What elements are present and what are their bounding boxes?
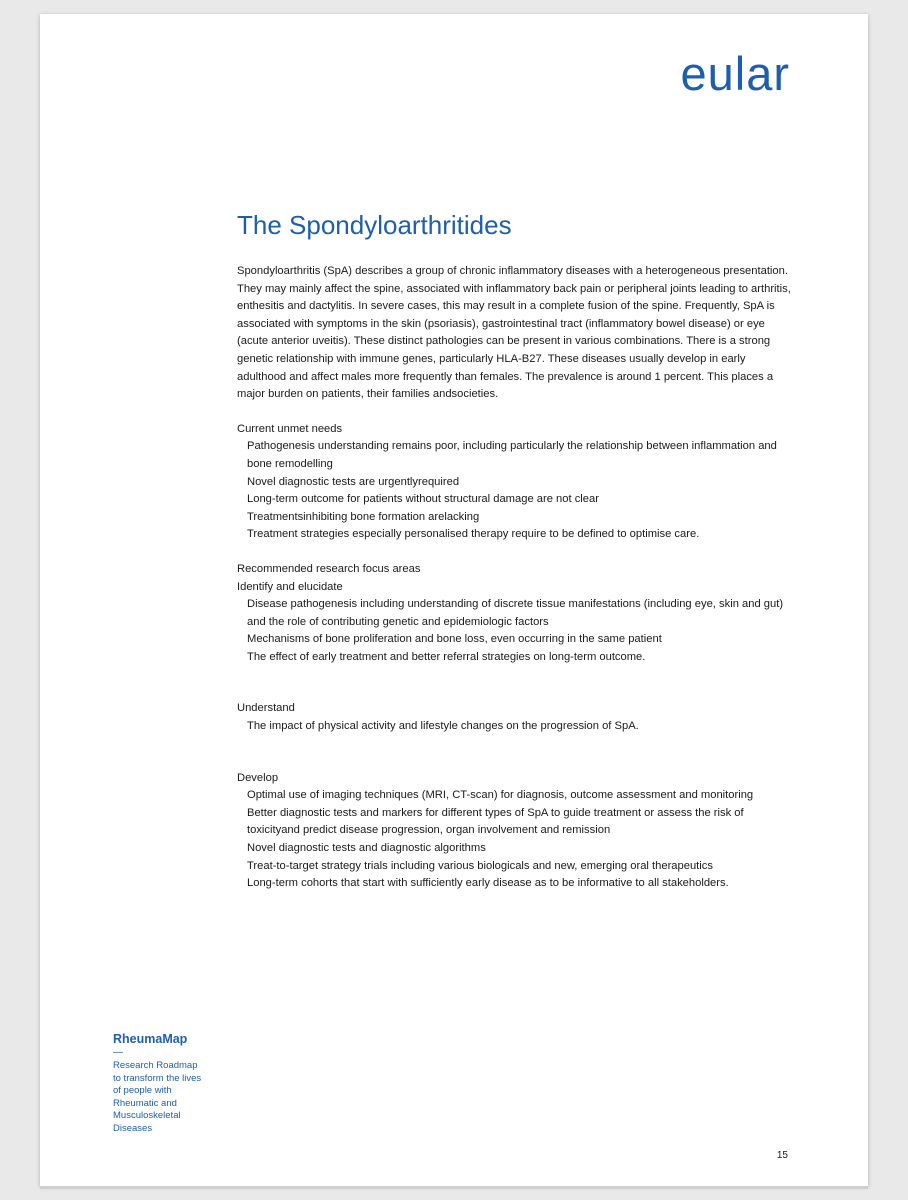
- list-item: Disease pathogenesis including understanding of discrete tissue manifestations (including eye, skin and gut) and the role of contributing genetic and epidemiologic factors: [247, 598, 784, 628]
- list-item: The impact of physical activity and lifestyle changes on the progression of SpA.: [247, 720, 639, 733]
- identify-list: [237, 596, 797, 666]
- develop-list: [237, 787, 797, 893]
- unmet-needs-list: [237, 438, 797, 544]
- rheumamap-tagline: Research Roadmap to transform the lives of people with Rheumatic and Musculoskeletal Diseases: [113, 1060, 202, 1134]
- list-item: Optimal use of imaging techniques (MRI, CT-scan) for diagnosis, outcome assessment and monitoring: [247, 789, 754, 802]
- list-item: Novel diagnostic tests and diagnostic algorithms: [247, 842, 486, 855]
- eular-logo: eular: [680, 47, 790, 100]
- list-item: The effect of early treatment and better referral strategies on long-term outcome.: [247, 650, 646, 663]
- list-item: Treatment strategies especially personalised therapy require to be defined to optimise care.: [247, 528, 700, 541]
- main-content: [237, 263, 797, 910]
- unmet-needs-heading: Current unmet needs: [237, 422, 343, 435]
- list-item: Pathogenesis understanding remains poor, including particularly the relationship between inflammation and bone remodelling: [247, 440, 777, 470]
- list-item: Novel diagnostic tests are urgentlyrequired: [247, 475, 460, 488]
- rheumamap-brand: RheumaMap: [113, 1032, 188, 1046]
- identify-heading: Identify and elucidate: [237, 580, 343, 593]
- understand-list: [237, 718, 797, 736]
- page-title: The Spondyloarthritides: [237, 210, 512, 240]
- list-item: Long-term outcome for patients without structural damage are not clear: [247, 493, 599, 506]
- intro-paragraph: Spondyloarthritis (SpA) describes a group of chronic inflammatory diseases with a heterogeneous presentation. They may mainly affect the spine, associated with inflammatory back pain or peripheral joints leading to arthritis, enthesitis and dactylitis. In severe cases, this may result in a complete fusion of the spine. Frequently, SpA is associated with symptoms in the skin (psoriasis), gastrointestinal tract (inflammatory bowel disease) or eye (acute anterior uveitis). These distinct pathologies can be present in various combinations. There is a strong genetic relationship with immune genes, particularly HLA-B27. These diseases usually develop in early adulthood and affect males more frequently than females. The prevalence is around 1 percent. This places a major burden on patients, their families andsocieties.: [237, 265, 791, 401]
- page-number: 15: [776, 1150, 788, 1161]
- spacer: [237, 683, 797, 700]
- research-heading: Recommended research focus areas: [237, 562, 421, 575]
- list-item: Long-term cohorts that start with sufficiently early disease as to be informative to all stakeholders.: [247, 877, 729, 890]
- spacer: [237, 753, 797, 770]
- list-item: Treatmentsinhibiting bone formation arelacking: [247, 510, 480, 523]
- list-item: Treat-to-target strategy trials including various biologicals and new, emerging oral therapeutics: [247, 859, 713, 872]
- understand-heading: Understand: [237, 702, 295, 715]
- list-item: Mechanisms of bone proliferation and bone loss, even occurring in the same patient: [247, 633, 662, 646]
- brand-dash: —: [113, 1047, 123, 1058]
- list-item: Better diagnostic tests and markers for different types of SpA to guide treatment or assess the risk of toxicityand predict disease progression, organ involvement and remission: [247, 806, 744, 837]
- rheumamap-sidebar: [113, 1032, 223, 1135]
- develop-heading: Develop: [237, 771, 279, 784]
- page-bottom-edge: [40, 1186, 868, 1189]
- document-page: [40, 14, 868, 1186]
